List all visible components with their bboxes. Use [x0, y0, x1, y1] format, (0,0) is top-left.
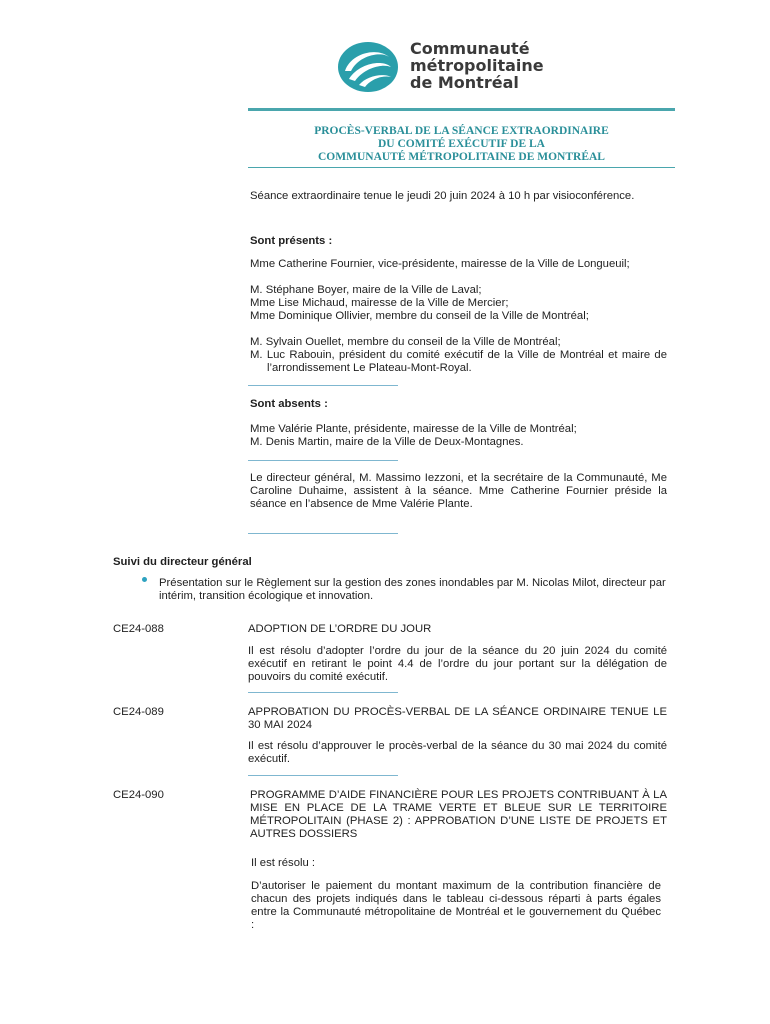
presents-item-3: Mme Lise Michaud, mairesse de la Ville de Mercier; — [250, 297, 509, 309]
section-separator — [248, 692, 398, 693]
presents-item-6: M. Luc Rabouin, président du comité exécutif de la Ville de Montréal et maire de l’arrondissement Le Plateau-Mont-Royal. — [250, 349, 667, 374]
resolution-code: CE24-090 — [113, 789, 164, 801]
absents-item-2: M. Denis Martin, maire de la Ville de Deux-Montagnes. — [250, 436, 524, 448]
resolution-code: CE24-088 — [113, 623, 164, 635]
resolution-code: CE24-089 — [113, 706, 164, 718]
section-separator — [248, 460, 398, 461]
session-intro: Séance extraordinaire tenue le jeudi 20 juin 2024 à 10 h par visioconférence. — [250, 190, 635, 202]
org-name-line-3: de Montréal — [410, 73, 519, 92]
resolution-title: APPROBATION DU PROCÈS-VERBAL DE LA SÉANCE ORDINAIRE TENUE LE 30 MAI 2024 — [248, 706, 667, 731]
director-note: Le directeur général, M. Massimo Iezzoni, et la secrétaire de la Communauté, Me Caroline Duhaime, assistent à la séance. Mme Catherine Fournier préside la séance en l’absence de Mme Valérie Plante. — [250, 472, 667, 510]
bullet-icon — [142, 577, 147, 582]
resolution-body: Il est résolu : — [251, 857, 316, 869]
resolution-title: ADOPTION DE L’ORDRE DU JOUR — [248, 623, 432, 635]
org-name-line-2: métropolitaine — [410, 56, 544, 75]
followup-heading: Suivi du directeur général — [113, 556, 252, 568]
section-separator — [248, 385, 398, 386]
presents-item-4: Mme Dominique Ollivier, membre du conseil de la Ville de Montréal; — [250, 310, 589, 322]
header-rule — [248, 108, 675, 111]
resolution-title: PROGRAMME D’AIDE FINANCIÈRE POUR LES PROJETS CONTRIBUANT À LA MISE EN PLACE DE LA TRAME VERTE ET BLEUE SUR LE TERRITOIRE MÉTROPOLITAIN (PHASE 2) : APPROBATION D’UNE LISTE DE PROJETS ET AUTRES DOSSIERS — [250, 789, 667, 840]
org-logo-text — [410, 40, 544, 91]
title-line-1: PROCÈS-VERBAL DE LA SÉANCE EXTRAORDINAIRE — [314, 125, 609, 137]
cmm-logo-icon — [337, 41, 399, 93]
title-line-2: DU COMITÉ EXÉCUTIF DE LA — [378, 138, 545, 150]
followup-bullet-text: Présentation sur le Règlement sur la gestion des zones inondables par M. Nicolas Milot, directeur par intérim, transition écologique et innovation. — [159, 577, 666, 602]
section-separator — [248, 775, 398, 776]
presents-item-1: Mme Catherine Fournier, vice-présidente, mairesse de la Ville de Longueuil; — [250, 258, 630, 270]
resolution-body-continued: D’autoriser le paiement du montant maximum de la contribution financière de chacun des projets indiqués dans le tableau ci-dessous réparti à parts égales entre la Communauté métropolitaine de Montréal et le gouvernement du Québec : — [251, 880, 661, 931]
org-name-line-1: Communauté — [410, 39, 530, 58]
resolution-body: Il est résolu d’adopter l’ordre du jour de la séance du 20 juin 2024 du comité exécutif en retirant le point 4.4 de l’ordre du jour portant sur la délégation de pouvoirs du comité exécutif. — [248, 645, 667, 683]
absents-heading: Sont absents : — [250, 398, 328, 410]
section-separator — [248, 533, 398, 534]
document-title — [248, 125, 675, 164]
title-rule — [248, 167, 675, 168]
absents-item-1: Mme Valérie Plante, présidente, mairesse de la Ville de Montréal; — [250, 423, 577, 435]
presents-item-2: M. Stéphane Boyer, maire de la Ville de Laval; — [250, 284, 482, 296]
presents-heading: Sont présents : — [250, 235, 333, 247]
resolution-body: Il est résolu d’approuver le procès-verbal de la séance du 30 mai 2024 du comité exécutif. — [248, 740, 667, 765]
presents-item-5: M. Sylvain Ouellet, membre du conseil de la Ville de Montréal; — [250, 336, 561, 348]
title-line-3: COMMUNAUTÉ MÉTROPOLITAINE DE MONTRÉAL — [318, 151, 605, 163]
